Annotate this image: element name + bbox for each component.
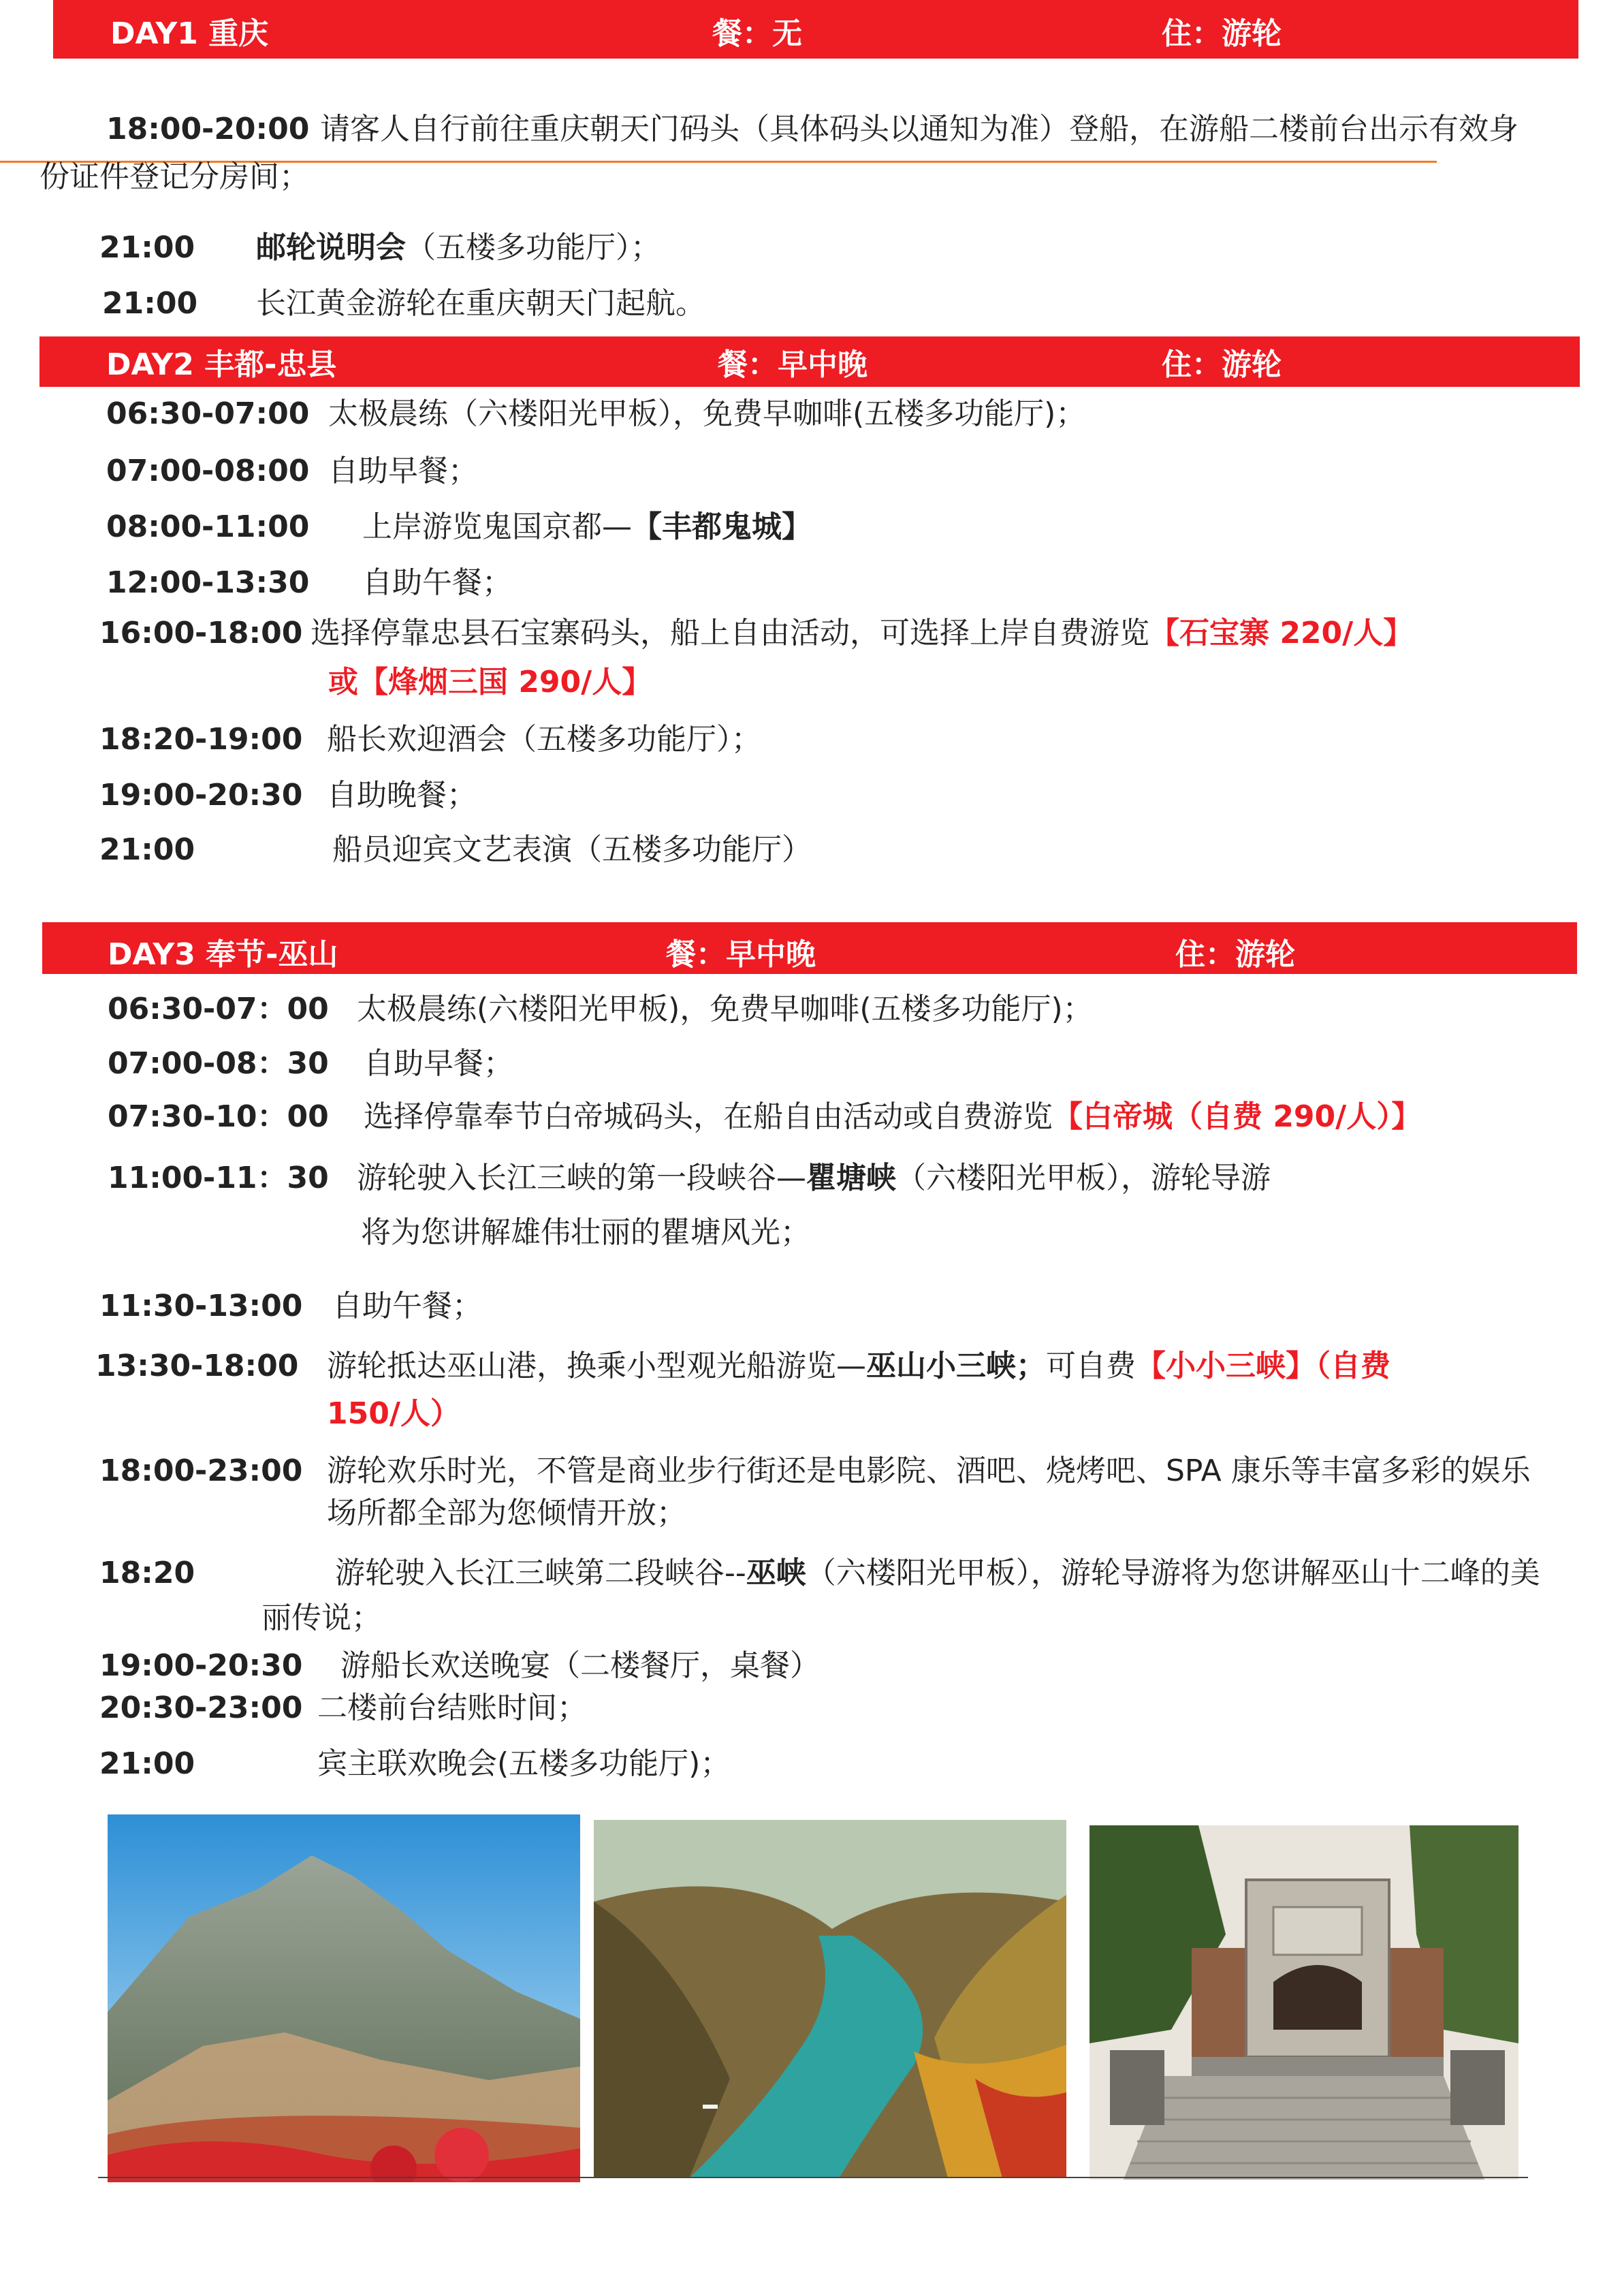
desc: 太极晨练（六楼阳光甲板），免费早咖啡(五楼多功能厅)； bbox=[328, 396, 1086, 431]
desc-text: 选择停靠忠县石宝寨码头，船上自由活动，可选择上岸自费游览 bbox=[311, 616, 1149, 650]
photo-temple-gate bbox=[1090, 1825, 1518, 2180]
day2-item-cont: 或【烽烟三国 290/人】 bbox=[328, 665, 652, 699]
desc: 船长欢迎酒会（五楼多功能厅）； bbox=[327, 722, 761, 757]
day2-item bbox=[99, 830, 1529, 870]
desc bbox=[327, 1346, 1390, 1387]
desc-bold: 巫山小三峡； bbox=[866, 1349, 1046, 1383]
desc-bold: 邮轮说明会 bbox=[256, 230, 406, 265]
desc bbox=[335, 1553, 1540, 1594]
day2-item bbox=[106, 507, 1536, 548]
day1-title: DAY1 重庆 bbox=[110, 16, 269, 51]
day3-title: DAY3 奉节-巫山 bbox=[108, 937, 338, 972]
time: 06:30-07：00 bbox=[108, 992, 329, 1026]
time: 07:00-08:00 bbox=[106, 454, 310, 488]
day2-item bbox=[99, 719, 1529, 760]
day3-item-cont-red: 150/人） bbox=[327, 1396, 460, 1431]
time: 11:00-11：30 bbox=[108, 1161, 329, 1195]
day3-item bbox=[95, 1346, 1614, 1387]
desc: 自助午餐； bbox=[332, 1289, 482, 1323]
desc: 太极晨练(六楼阳光甲板)，免费早咖啡(五楼多功能厅)； bbox=[357, 992, 1093, 1026]
desc: 自助早餐； bbox=[328, 454, 478, 488]
day1-meal: 餐：无 bbox=[712, 16, 802, 51]
desc: 游船长欢送晚宴（二楼餐厅，桌餐） bbox=[340, 1648, 820, 1683]
footer-rule bbox=[98, 2177, 1528, 2178]
day2-item bbox=[106, 563, 1536, 603]
desc bbox=[364, 1097, 1421, 1137]
day3-header bbox=[42, 922, 1577, 974]
day3-item bbox=[108, 989, 1538, 1030]
time: 16:00-18:00 bbox=[99, 616, 303, 650]
price-red: 【小小三峡】（自费 bbox=[1136, 1349, 1390, 1383]
day2-item bbox=[99, 613, 1597, 654]
desc-bold: 瞿塘峡 bbox=[806, 1161, 896, 1195]
time: 13:30-18:00 bbox=[95, 1349, 299, 1383]
desc: 游轮欢乐时光，不管是商业步行街还是电影院、酒吧、烧烤吧、SPA 康乐等丰富多彩的娱乐 bbox=[327, 1453, 1531, 1488]
desc-text2: 可自费 bbox=[1046, 1349, 1136, 1383]
day3-item bbox=[108, 1097, 1606, 1137]
desc-rest: （五楼多功能厅）； bbox=[406, 230, 661, 265]
desc: 自助早餐； bbox=[364, 1046, 513, 1081]
day2-item bbox=[99, 775, 1529, 816]
day3-item bbox=[108, 1043, 1538, 1084]
day3-item bbox=[99, 1451, 1618, 1492]
desc-text: 游轮抵达巫山港，换乘小型观光船游览— bbox=[327, 1349, 866, 1383]
day1-item-2 bbox=[99, 227, 1325, 268]
day1-header bbox=[53, 0, 1578, 59]
desc: 请客人自行前往重庆朝天门码头（具体码头以通知为准）登船，在游船二楼前台出示有效身 bbox=[320, 112, 1518, 146]
time: 06:30-07:00 bbox=[106, 396, 310, 431]
day3-item bbox=[99, 1553, 1622, 1594]
day3-item bbox=[99, 1646, 1529, 1686]
time: 21:00 bbox=[102, 286, 198, 321]
day1-item-3 bbox=[102, 283, 1328, 324]
photo-river-canyon bbox=[594, 1820, 1066, 2178]
day2-title: DAY2 丰都-忠县 bbox=[106, 347, 337, 382]
desc bbox=[256, 227, 661, 268]
day3-item bbox=[99, 1286, 1529, 1327]
time: 12:00-13:30 bbox=[106, 565, 310, 600]
day3-item-cont: 场所都全部为您倾情开放； bbox=[327, 1496, 686, 1530]
day1-item-1-cont: 份证件登记分房间； bbox=[39, 159, 309, 194]
desc-text: 选择停靠奉节白帝城码头，在船自由活动或自费游览 bbox=[364, 1099, 1053, 1134]
time: 18:00-20:00 bbox=[106, 112, 310, 146]
price-red: 【白帝城（自费 290/人）】 bbox=[1053, 1099, 1422, 1134]
day3-item bbox=[99, 1744, 1529, 1784]
day3-item-cont: 将为您讲解雄伟壮丽的瞿塘风光； bbox=[361, 1215, 810, 1250]
time: 21:00 bbox=[99, 230, 195, 265]
desc: 宾主联欢晚会(五楼多功能厅)； bbox=[317, 1746, 731, 1781]
day3-item-cont: 丽传说； bbox=[261, 1601, 381, 1635]
time: 18:00-23:00 bbox=[99, 1453, 303, 1488]
day2-stay: 住：游轮 bbox=[1162, 347, 1282, 382]
time: 18:20-19:00 bbox=[99, 722, 303, 757]
desc: 自助晚餐； bbox=[327, 778, 477, 813]
desc-text: 游轮驶入长江三峡第二段峡谷-- bbox=[335, 1556, 746, 1590]
desc-text: 游轮驶入长江三峡的第一段峡谷— bbox=[357, 1161, 806, 1195]
day3-item bbox=[99, 1688, 1529, 1729]
price-red: 【石宝寨 220/人】 bbox=[1149, 616, 1414, 650]
desc bbox=[362, 507, 812, 548]
day3-meal: 餐：早中晚 bbox=[666, 937, 816, 972]
desc: 船员迎宾文艺表演（五楼多功能厅） bbox=[332, 832, 812, 867]
day3-item bbox=[108, 1158, 1538, 1199]
desc-bold: 巫峡 bbox=[746, 1556, 806, 1590]
desc-bold: 【丰都鬼城】 bbox=[632, 509, 812, 544]
time: 08:00-11:00 bbox=[106, 509, 310, 544]
time: 21:00 bbox=[99, 832, 195, 867]
day2-meal: 餐：早中晚 bbox=[718, 347, 868, 382]
time: 07:00-08：30 bbox=[108, 1046, 329, 1081]
day2-header bbox=[39, 336, 1580, 387]
desc: 自助午餐； bbox=[362, 565, 512, 600]
time: 21:00 bbox=[99, 1746, 195, 1781]
desc bbox=[357, 1158, 1271, 1199]
time: 18:20 bbox=[99, 1556, 195, 1590]
day1-item-1 bbox=[106, 109, 1622, 150]
time: 07:30-10：00 bbox=[108, 1099, 329, 1134]
day2-item bbox=[106, 394, 1536, 435]
time: 19:00-20:30 bbox=[99, 1648, 303, 1683]
desc-text: 上岸游览鬼国京都— bbox=[362, 509, 632, 544]
desc: 长江黄金游轮在重庆朝天门起航。 bbox=[256, 286, 705, 321]
day1-stay: 住：游轮 bbox=[1162, 16, 1282, 51]
time: 20:30-23:00 bbox=[99, 1690, 303, 1725]
desc-text2: （六楼阳光甲板），游轮导游将为您讲解巫山十二峰的美 bbox=[806, 1556, 1540, 1590]
photo-gorge-mountain bbox=[108, 1814, 580, 2182]
day3-stay: 住：游轮 bbox=[1175, 937, 1295, 972]
day2-item bbox=[106, 451, 1536, 492]
desc: 二楼前台结账时间； bbox=[317, 1690, 587, 1725]
desc-text2: （六楼阳光甲板），游轮导游 bbox=[896, 1161, 1271, 1195]
time: 11:30-13:00 bbox=[99, 1289, 303, 1323]
desc bbox=[311, 613, 1413, 654]
time: 19:00-20:30 bbox=[99, 778, 303, 813]
